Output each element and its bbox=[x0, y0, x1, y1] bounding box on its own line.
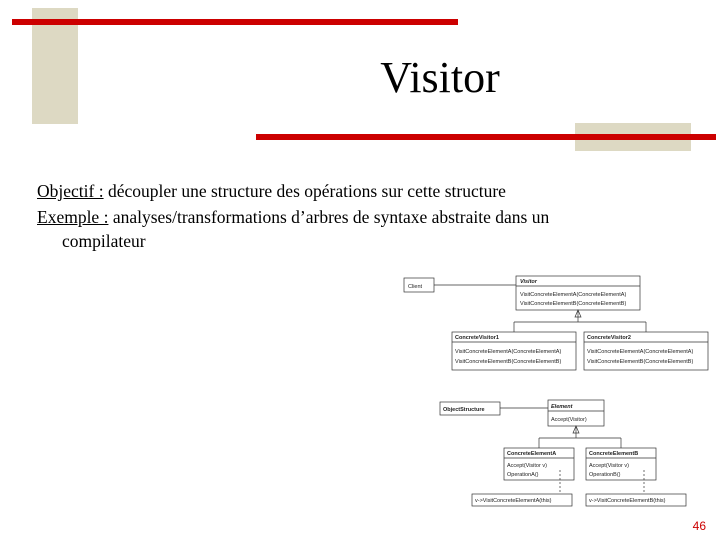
concrete-element-a-name: ConcreteElementA bbox=[507, 451, 557, 457]
concrete-visitor-2-op-2: VisitConcreteElementB(ConcreteElementB) bbox=[587, 359, 694, 365]
concrete-visitor-2-op-1: VisitConcreteElementA(ConcreteElementA) bbox=[587, 349, 694, 355]
red-line-bottom bbox=[256, 134, 716, 140]
concrete-element-b-op-1: Accept(Visitor v) bbox=[589, 463, 629, 469]
concrete-element-b-name: ConcreteElementB bbox=[589, 451, 639, 457]
red-line-top bbox=[12, 19, 458, 25]
uml-class-diagram bbox=[400, 268, 712, 518]
tan-bar-left bbox=[32, 8, 78, 124]
objectif-line bbox=[37, 181, 506, 202]
objectif-label: Objectif : bbox=[37, 181, 104, 201]
concrete-visitor-1-name: ConcreteVisitor1 bbox=[455, 335, 499, 341]
note-b-text: v->VisitConcreteElementB(this) bbox=[589, 498, 666, 504]
concrete-element-a-op-2: OperationA() bbox=[507, 472, 539, 478]
concrete-element-a-op-1: Accept(Visitor v) bbox=[507, 463, 547, 469]
visitor-op-2: VisitConcreteElementB(ConcreteElementB) bbox=[520, 301, 627, 307]
client-label: Client bbox=[408, 284, 423, 290]
object-structure-name: ObjectStructure bbox=[443, 407, 485, 413]
exemple-continuation: compilateur bbox=[62, 231, 146, 251]
slide-title: Visitor bbox=[380, 53, 500, 102]
note-a-text: v->VisitConcreteElementA(this) bbox=[475, 498, 552, 504]
concrete-element-b-op-2: OperationB() bbox=[589, 472, 621, 478]
objectif-text: découpler une structure des opérations sur cette structure bbox=[103, 181, 506, 201]
exemple-text: analyses/transformations d’arbres de syntaxe abstraite dans un bbox=[108, 207, 550, 227]
concrete-visitor-1-op-1: VisitConcreteElementA(ConcreteElementA) bbox=[455, 349, 562, 355]
exemple-line bbox=[37, 207, 549, 228]
visitor-op-1: VisitConcreteElementA(ConcreteElementA) bbox=[520, 292, 627, 298]
visitor-name: Visitor bbox=[520, 279, 537, 285]
page-number: 46 bbox=[692, 519, 706, 533]
concrete-visitor-1-op-2: VisitConcreteElementB(ConcreteElementB) bbox=[455, 359, 562, 365]
element-op: Accept(Visitor) bbox=[551, 417, 587, 423]
exemple-label: Exemple : bbox=[37, 207, 109, 227]
element-name: Element bbox=[551, 404, 573, 410]
concrete-visitor-2-name: ConcreteVisitor2 bbox=[587, 335, 631, 341]
